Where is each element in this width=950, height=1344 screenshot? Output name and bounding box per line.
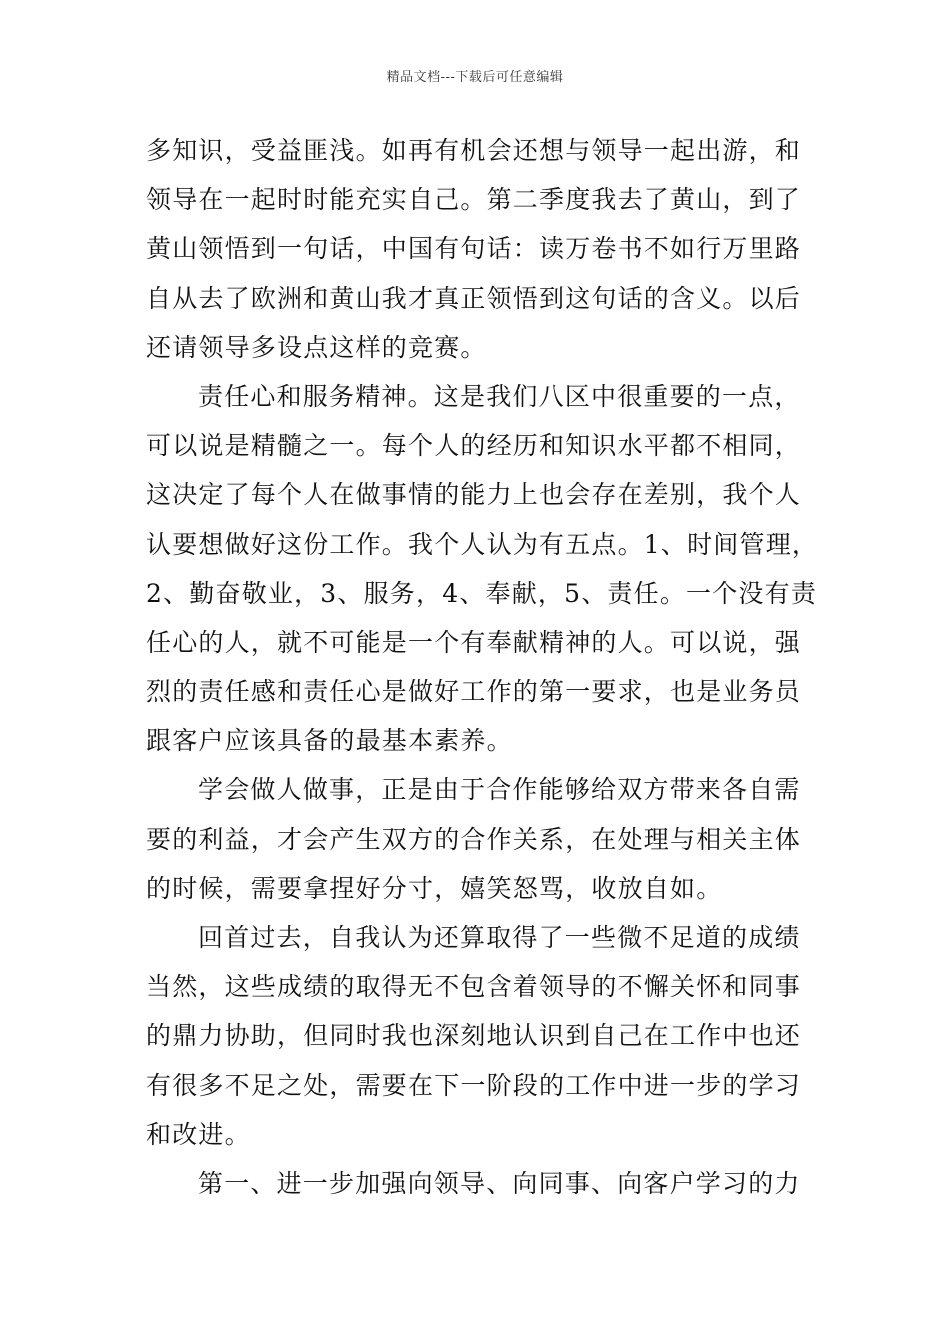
text-line: 这决定了每个人在做事情的能力上也会存在差别，我个人 (146, 480, 802, 510)
text-line: 的时候，需要拿捏好分寸，嬉笑怒骂，收放自如。 (146, 873, 723, 903)
text-line: 认要想做好这份工作。我个人认为有五点。1、时间管理， (146, 529, 819, 559)
paragraph-first-line: 回首过去，自我认为还算取得了一些微不足道的成绩 (198, 923, 801, 952)
text-line: 自从去了欧洲和黄山我才真正领悟到这句话的含义。以后 (146, 283, 802, 313)
text-line: 和改进。 (146, 1119, 251, 1149)
paragraph-first-line: 学会做人做事，正是由于合作能够给双方带来各自需 (198, 775, 801, 805)
text-line: 任心的人，就不可能是一个有奉献精神的人。可以说，强 (146, 627, 802, 657)
paragraph-first-line: 第一、进一步加强向领导、向同事、向客户学习的力 (198, 1168, 801, 1198)
text-line: 烈的责任感和责任心是做好工作的第一要求，也是业务员 (146, 677, 802, 707)
text-line: 有很多不足之处，需要在下一阶段的工作中进一步的学习 (146, 1070, 802, 1100)
text-line: 2、勤奋敬业，3、服务，4、奉献，5、责任。一个没有责 (146, 578, 818, 608)
text-line: 跟客户应该具备的最基本素养。 (146, 726, 513, 756)
text-line: 要的利益，才会产生双方的合作关系，在处理与相关主体 (146, 824, 802, 854)
document-body (146, 126, 819, 1208)
page-header: 精品文档---下载后可任意编辑 (386, 70, 564, 85)
text-line: 领导在一起时时能充实自己。第二季度我去了黄山，到了 (146, 185, 802, 215)
text-line: 的鼎力协助，但同时我也深刻地认识到自己在工作中也还 (146, 1021, 802, 1051)
text-line: 当然，这些成绩的取得无不包含着领导的不懈关怀和同事 (146, 972, 802, 1002)
text-line: 可以说是精髓之一。每个人的经历和知识水平都不相同， (146, 431, 802, 461)
text-line: 多知识，受益匪浅。如再有机会还想与领导一起出游，和 (146, 136, 802, 165)
text-line: 还请领导多设点这样的竞赛。 (146, 332, 487, 362)
text-line: 黄山领悟到一句话，中国有句话：读万卷书不如行万里路 (146, 234, 802, 264)
paragraph-first-line: 责任心和服务精神。这是我们八区中很重要的一点， (198, 381, 801, 411)
